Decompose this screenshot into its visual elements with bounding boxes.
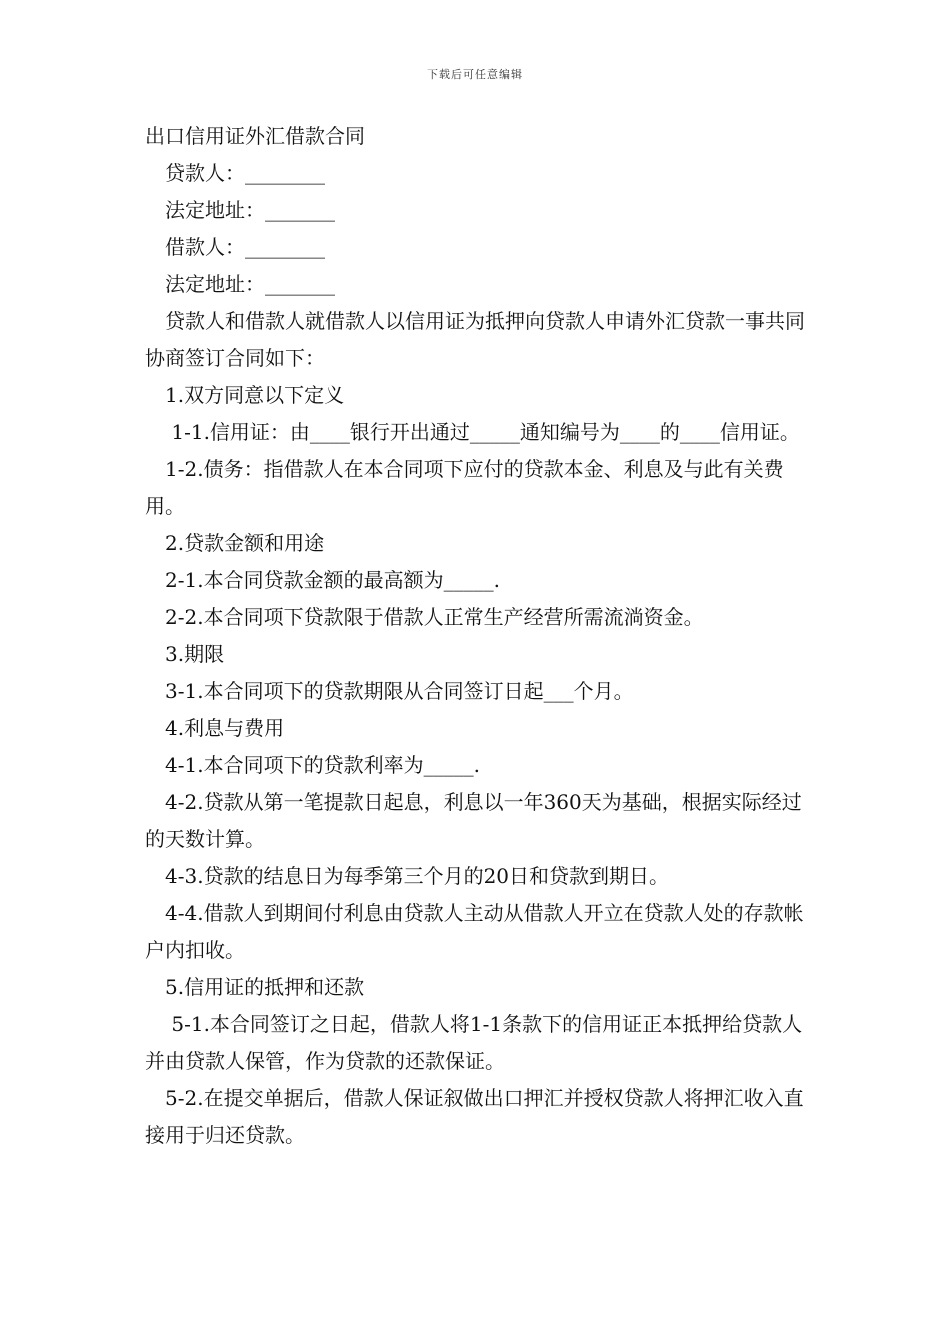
clause-2-1: 2-1.本合同贷款金额的最高额为_____. — [165, 568, 500, 592]
page-header: 下载后可任意编辑 — [427, 68, 523, 81]
document-title: 出口信用证外汇借款合同 — [145, 124, 365, 148]
clause-1-2: 1-2.债务：指借款人在本合同项下应付的贷款本金、利息及与此有关费用。 — [145, 457, 784, 518]
clause-5-1: 5-1.本合同签订之日起，借款人将1-1条款下的信用证正本抵押给贷款人并由贷款人保管，作为贷款的还款保证。 — [145, 1012, 803, 1073]
section-heading-1: 1.双方同意以下定义 — [165, 383, 345, 407]
clause-2-2: 2-2.本合同项下贷款限于借款人正常生产经营所需流淌资金。 — [165, 605, 704, 629]
clause-3-1: 3-1.本合同项下的贷款期限从合同签订日起___个月。 — [165, 679, 634, 703]
clause-4-2: 4-2.贷款从第一笔提款日起息，利息以一年360天为基础，根据实际经过的天数计算。 — [145, 790, 802, 851]
borrower-address-field: 法定地址：_______ — [165, 272, 335, 296]
contract-document — [145, 118, 813, 1154]
section-heading-4: 4.利息与费用 — [165, 716, 285, 740]
borrower-field: 借款人：________ — [165, 235, 325, 259]
clause-4-3: 4-3.贷款的结息日为每季第三个月的20日和贷款到期日。 — [165, 864, 670, 888]
clause-1-1: 1-1.信用证：由____银行开出通过_____通知编号为____的____信用证。 — [165, 420, 800, 444]
lender-address-field: 法定地址：_______ — [165, 198, 335, 222]
lender-field: 贷款人：________ — [165, 161, 325, 185]
clause-5-2: 5-2.在提交单据后，借款人保证叙做出口押汇并授权贷款人将押汇收入直接用于归还贷款。 — [145, 1086, 804, 1147]
clause-4-4: 4-4.借款人到期间付利息由贷款人主动从借款人开立在贷款人处的存款帐户内扣收。 — [145, 901, 804, 962]
section-heading-2: 2.贷款金额和用途 — [165, 531, 325, 555]
section-heading-3: 3.期限 — [165, 642, 225, 666]
clause-4-1: 4-1.本合同项下的贷款利率为_____. — [165, 753, 480, 777]
section-heading-5: 5.信用证的抵押和还款 — [165, 975, 365, 999]
preamble-paragraph: 贷款人和借款人就借款人以信用证为抵押向贷款人申请外汇贷款一事共同协商签订合同如下： — [145, 309, 805, 370]
